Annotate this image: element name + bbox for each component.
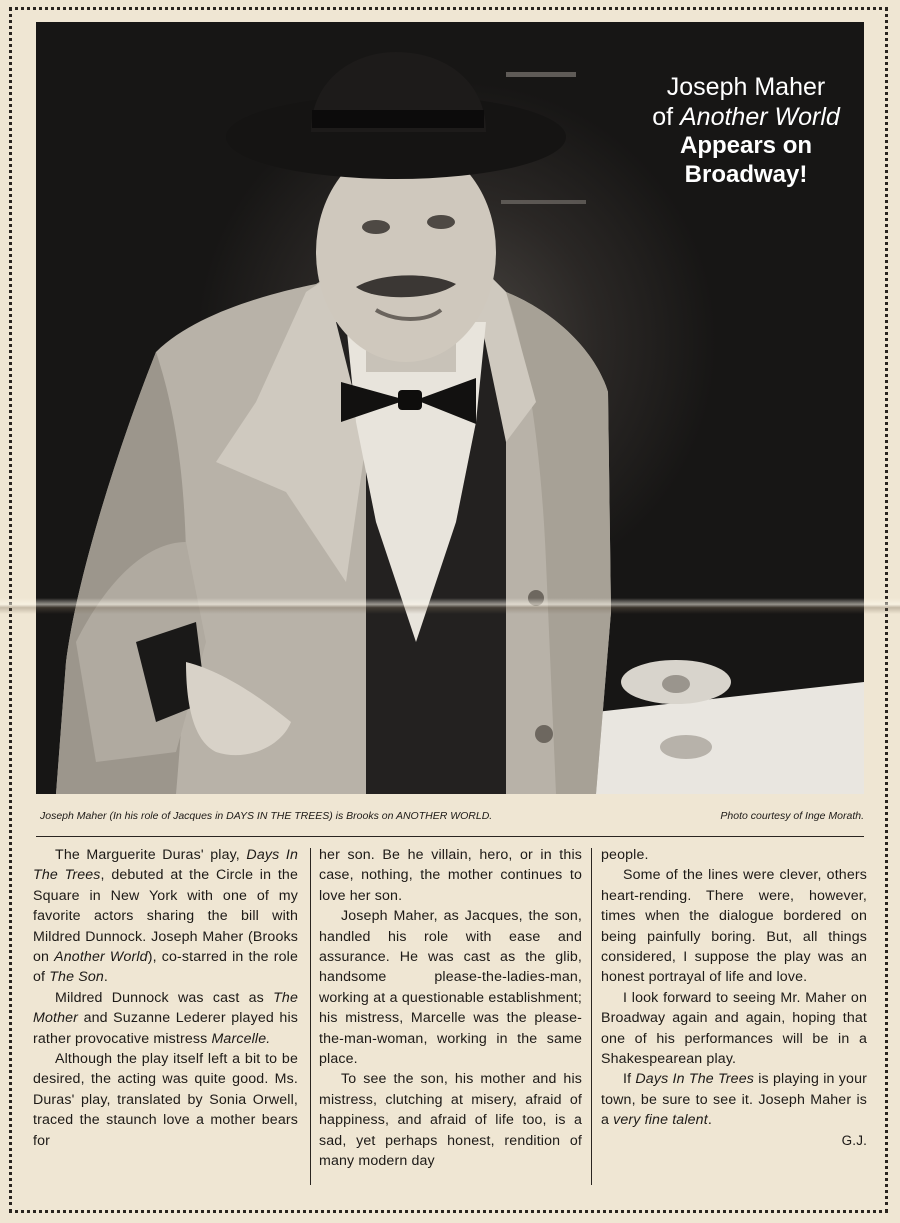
paragraph: Some of the lines were clever, others heart-rending. There were, however, times when the dialogue bordered on being painfully boring. But, all things considered, I suppose the play was an honest portrayal of life and love. [601,867,867,986]
paragraph: If Days In The Trees is playing in your town, be sure to see it. Joseph Maher is a very fine talent. [601,1071,867,1129]
paragraph: Mildred Dunnock was cast as The Mother and Suzanne Lederer played his rather provocative mistress Marcelle. [33,989,298,1047]
paragraph: Joseph Maher, as Jacques, the son, handled his role with ease and assurance. He was cast as the glib, handsome please-the-ladies-man, working at a questionable establishment; his mistress, Marcelle was the please-the-man-woman, working in the same place. [319,908,582,1068]
article-body [33,845,867,1190]
paragraph: her son. Be he villain, hero, or in this case, nothing, the mother continues to love her son. [319,847,582,904]
headline-name: Joseph Maher [666,73,826,101]
headline-show-line: of Another World [652,103,840,131]
article-column-1 [33,845,298,1185]
photo-caption [40,810,864,830]
paragraph: people. [601,847,649,863]
headline-appears: Appears on [679,132,813,159]
article-column-3 [601,845,867,1185]
paragraph: Although the play itself left a bit to be desired, the acting was quite good. Ms. Duras' play, translated by Sonia Orwell, traced the staunch love a mother bears for [33,1051,298,1149]
article-column-2 [319,845,582,1185]
photo-credit: Photo courtesy of Inge Morath. [720,810,864,822]
headline-broadway: Broadway! [684,160,808,188]
author-signature: G.J. [841,1132,867,1148]
paragraph: I look forward to seeing Mr. Maher on Broadway again and again, hoping that one of his performances will be in a Shakespearean play. [601,989,867,1068]
caption-text: Joseph Maher (In his role of Jacques in DAYS IN THE TREES) is Brooks on ANOTHER WORLD. [40,810,493,822]
paragraph: The Marguerite Duras' play, Days In The Trees, debuted at the Circle in the Square in New York with one of my favorite actors sharing the bill with Mildred Dunnock. Joseph Maher (Brooks on Another World), co-starred in the role of The Son. [33,847,298,986]
headline-show-title: Another World [680,103,840,131]
photograph-joseph-maher [36,22,864,794]
headline [596,72,864,190]
caption-divider [36,836,864,837]
paragraph: To see the son, his mother and his mistress, clutching at misery, afraid of happiness, and afraid of life too, is a sad, yet perhaps honest, rendition of many modern day [319,1071,582,1170]
